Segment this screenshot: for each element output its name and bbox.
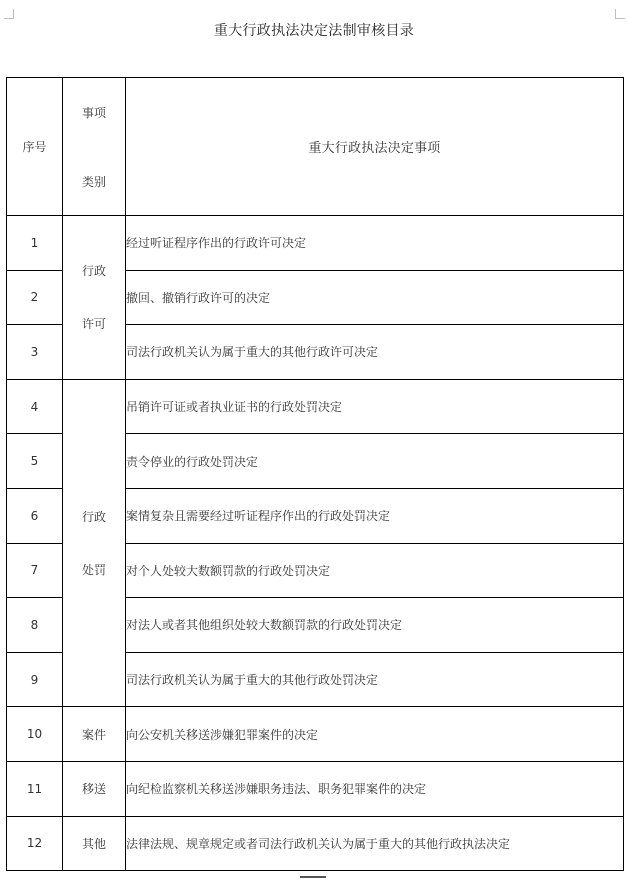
category-transfer-line1: 案件 (63, 707, 126, 762)
table-header-row (7, 78, 624, 216)
row-seq: 6 (7, 488, 63, 543)
header-category (63, 78, 126, 216)
table-row (7, 761, 624, 816)
page-corner-mark-left (4, 9, 14, 19)
row-seq: 3 (7, 325, 63, 380)
category-penalty-line2: 处罚 (81, 563, 106, 578)
row-item: 撤回、撤销行政许可的决定 (126, 270, 624, 325)
category-license-line2: 许可 (81, 317, 106, 332)
row-item: 向纪检监察机关移送涉嫌职务违法、职务犯罪案件的决定 (126, 761, 624, 816)
category-license-line1: 行政 (81, 264, 106, 279)
row-seq: 4 (7, 379, 63, 434)
row-item: 司法行政机关认为属于重大的其他行政许可决定 (126, 325, 624, 380)
row-seq: 11 (7, 761, 63, 816)
row-seq: 12 (7, 816, 63, 871)
row-seq: 9 (7, 652, 63, 707)
table-row (7, 379, 624, 434)
header-category-line2: 类别 (81, 174, 106, 189)
row-item: 向公安机关移送涉嫌犯罪案件的决定 (126, 707, 624, 762)
row-seq: 7 (7, 543, 63, 598)
row-item: 对法人或者其他组织处较大数额罚款的行政处罚决定 (126, 598, 624, 653)
header-category-line1: 事项 (81, 105, 106, 120)
table-row (7, 707, 624, 762)
row-seq: 5 (7, 434, 63, 489)
table-row (7, 216, 624, 271)
category-transfer-line2: 移送 (63, 761, 126, 816)
table-row (7, 816, 624, 871)
category-penalty (63, 379, 126, 707)
category-license (63, 216, 126, 380)
page-corner-mark-right (615, 9, 625, 19)
row-item: 案情复杂且需要经过听证程序作出的行政处罚决定 (126, 488, 624, 543)
row-seq: 2 (7, 270, 63, 325)
header-item: 重大行政执法决定事项 (126, 78, 624, 216)
row-item: 法律法规、规章规定或者司法行政机关认为属于重大的其他行政执法决定 (126, 816, 624, 871)
page-bottom-mark (300, 876, 326, 878)
row-item: 经过听证程序作出的行政许可决定 (126, 216, 624, 271)
document-title: 重大行政执法决定法制审核目录 (213, 23, 415, 39)
category-penalty-line1: 行政 (81, 510, 106, 525)
row-seq: 8 (7, 598, 63, 653)
header-seq: 序号 (7, 78, 63, 216)
row-seq: 10 (7, 707, 63, 762)
catalog-table (6, 77, 624, 871)
row-item: 责令停业的行政处罚决定 (126, 434, 624, 489)
row-seq: 1 (7, 216, 63, 271)
row-item: 对个人处较大数额罚款的行政处罚决定 (126, 543, 624, 598)
row-item: 司法行政机关认为属于重大的其他行政处罚决定 (126, 652, 624, 707)
category-other: 其他 (63, 816, 126, 871)
row-item: 吊销许可证或者执业证书的行政处罚决定 (126, 379, 624, 434)
